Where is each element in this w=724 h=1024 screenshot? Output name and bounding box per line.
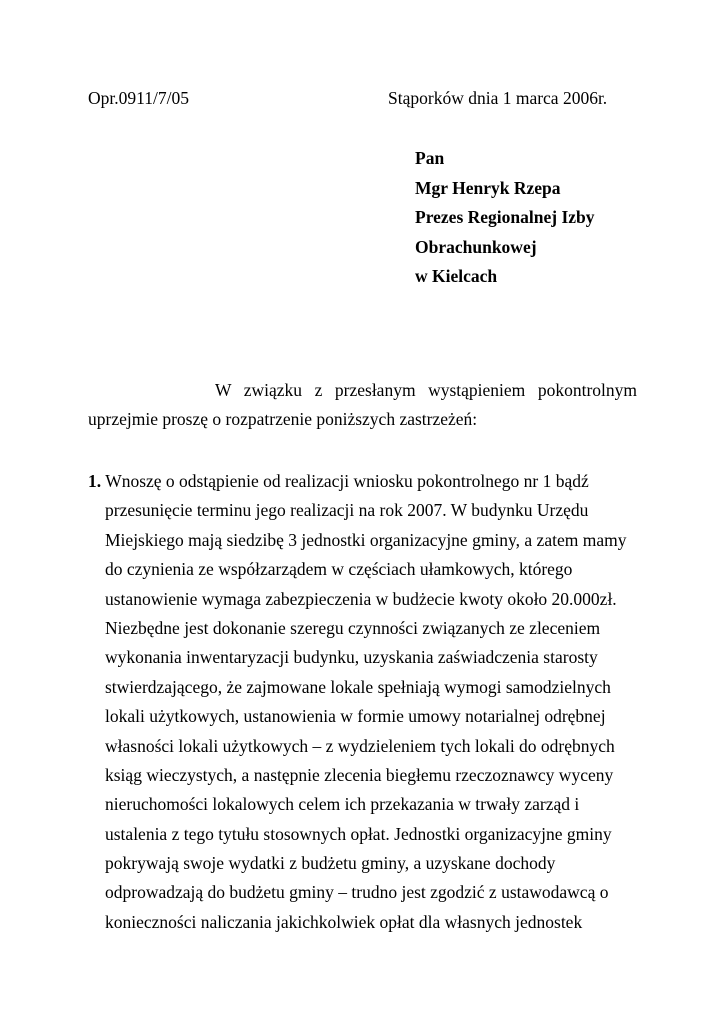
point-text-line: przesunięcie terminu jego realizacji na rok 2007. W budynku Urzędu — [105, 500, 589, 521]
place-and-date: Stąporków dnia 1 marca 2006r. — [388, 88, 608, 108]
recipient-line: Mgr Henryk Rzepa — [415, 177, 561, 198]
point-number: 1. — [88, 471, 102, 491]
point-text-line: pokrywają swoje wydatki z budżetu gminy, a uzyskane dochody — [105, 853, 556, 874]
point-first-line — [88, 467, 648, 496]
point-text-line: konieczności naliczania jakichkolwiek opłat dla własnych jednostek — [105, 911, 583, 932]
point-text-line: wykonania inwentaryzacji budynku, uzyskania zaświadczenia starosty — [105, 647, 598, 668]
recipient-address-block — [415, 144, 595, 292]
point-text-line: ksiąg wieczystych, a następnie zlecenia biegłemu rzeczoznawcy wyceny — [105, 764, 614, 785]
point-text-line: lokali użytkowych, ustanowienia w formie umowy notarialnej odrębnej — [105, 706, 606, 727]
point-text-line: ustanowienie wymaga zabezpieczenia w budżecie kwoty około 20.000zł. — [105, 588, 617, 609]
point-text-line: odprowadzają do budżetu gminy – trudno jest zgodzić z ustawodawcą o — [105, 882, 609, 903]
point-text-line: do czynienia ze współzarządem w częściach ułamkowych, którego — [105, 559, 573, 580]
recipient-line: w Kielcach — [415, 266, 498, 286]
point-text-line: Miejskiego mają siedzibę 3 jednostki organizacyjne gminy, a zatem mamy — [105, 529, 627, 550]
point-text-line: nieruchomości lokalowych celem ich przekazania w trwały zarząd i — [105, 794, 580, 815]
document-reference-number: Opr.0911/7/05 — [88, 88, 189, 108]
recipient-line: Pan — [415, 148, 445, 168]
point-text-line: własności lokali użytkowych – z wydzieleniem tych lokali do odrębnych — [105, 735, 615, 756]
point-text-line: Wnoszę o odstąpienie od realizacji wniosku pokontrolnego nr 1 bądź — [105, 471, 589, 491]
intro-paragraph-line: uprzejmie proszę o rozpatrzenie poniższych zastrzeżeń: — [88, 409, 478, 429]
recipient-line: Prezes Regionalnej Izby — [415, 207, 595, 227]
objection-point-1 — [88, 467, 648, 937]
point-text-line: stwierdzającego, że zajmowane lokale spełniają wymogi samodzielnych — [105, 676, 611, 697]
point-text-line: Niezbędne jest dokonanie szeregu czynności związanych ze zleceniem — [105, 617, 601, 638]
recipient-line: Obrachunkowej — [415, 236, 537, 257]
intro-paragraph-line: W związku z przesłanym wystąpieniem pokontrolnym — [215, 380, 637, 400]
point-text-line: ustalenia z tego tytułu stosownych opłat. Jednostki organizacyjne gminy — [105, 823, 612, 844]
